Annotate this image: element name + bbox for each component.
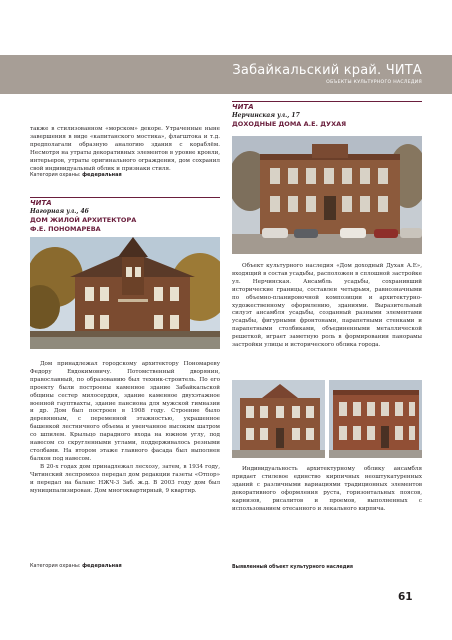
facade-photo-right: [329, 380, 422, 458]
heading-separator: [232, 101, 422, 102]
object-city: ЧИТА: [30, 199, 52, 207]
right-body-1: [232, 263, 422, 350]
category-label: Категория охраны:: [30, 172, 81, 178]
facade-photo-left: [232, 380, 325, 458]
category-line-1: [30, 172, 220, 178]
object-description-2: В 20-х годах дом принадлежал лесхозу, затем, в 1934 году, Читинский леспромхоз передал дом редакции газеты «Отпор» и передал на баланс НЖЧ-3 Заб. ж.д. В 2003 году дом был муниципализирован. Дом многоквартирный, 9 квартир.: [30, 463, 220, 494]
page-number: 61: [398, 591, 413, 603]
right-body-2: [232, 466, 422, 513]
heading-separator: [30, 197, 220, 198]
object-description-1: Дом принадлежал городскому архитектору Пономареву Федору Евдокимовичу. Потомственный дворянин, православный, по образованию был техник-строитель. По его проекту были построены каменное здание Забайкальской общины сестер милосердия, здание каменное двухэтажное военной гауптвахты, здание пансиона для мужской гимназии и др. Дом был построен в 1908 году. Строение было деревянным, с переменной этажностью, украшенное башенкой лестничного объема и увенчанное высоким шатром со шпилем. Крыльцо парадного входа на южном углу, под навесом со скругленными углами, поддерживалось резными столбами. На втором этаже главного фасада был выполнен балкон под навесом.: [30, 361, 220, 462]
category-line-2: [30, 563, 220, 569]
object-address: Нерчинская ул., 17: [232, 112, 300, 119]
brick-building-photo: [232, 136, 422, 254]
object-heading-left: [30, 197, 220, 233]
intro-text: также в стилизованном «морском» декоре. Утраченные ныне завершения в виде «капитанского мостика», флагштока и т.д. предполагали образную аналогию здания с кораблём. Несмотря на утраты декоративных элементов в уровне кровли, интерьеров, утраты оригинального ограждения, дом сохранил свой индивидуальный облик и признаки стиля.: [30, 126, 220, 172]
object-name-line1: ДОМ ЖИЛОЙ АРХИТЕКТОРА: [30, 216, 137, 224]
object-status-note: Выявленный объект культурного наследия: [232, 565, 353, 570]
left-body: [30, 361, 220, 495]
object-name-line2: Ф.Е. ПОНОМАРЕВА: [30, 224, 101, 233]
category-value: федеральная: [82, 172, 122, 178]
left-intro: [30, 126, 220, 173]
page-header-title: Забайкальский край. ЧИТА: [232, 63, 422, 78]
object-address: Нагорная ул., 46: [30, 208, 89, 215]
wooden-house-photo: [30, 237, 220, 349]
category-label: Категория охраны:: [30, 563, 81, 569]
object-description-2: Индивидуальность архитектурному облику ансамбля придает стилевое единство кирпичных неоштукатуренных зданий с различными вариациями традиционных элементов декоративного оформления руста, горизонтальных поясов, карнизов, рисалитов и проемов, выполненных с использованием отесанного и лекального кирпича.: [232, 466, 422, 512]
object-heading-right: [232, 101, 422, 129]
category-value: федеральная: [82, 563, 122, 569]
object-description-1: Объект культурного наследия «Дом доходный Духая А.Е», входящий в состав усадьбы, расположен в сплошной застройке ул. Нерчинская. Ансамбль усадьбы, сохранивший исторические границы, составлен четырьмя, равнозначными по объемно-планировочной композиции и архитектурно-художественному оформлению, зданиями. Выразительный силуэт ансамбля усадьбы, созданный разными элементами усадьбы, фигурными фронтонами, парапетными стенками и парапетными столбиками, объединенными металлической решеткой, играет заметную роль в формировании панорамы застройки улицы и исторического облика города.: [232, 263, 422, 349]
page-header-subtitle: ОБЪЕКТЫ КУЛЬТУРНОГО НАСЛЕДИЯ: [326, 80, 422, 85]
object-name: ДОХОДНЫЕ ДОМА А.Е. ДУХАЯ: [232, 120, 347, 128]
object-city: ЧИТА: [232, 103, 254, 111]
